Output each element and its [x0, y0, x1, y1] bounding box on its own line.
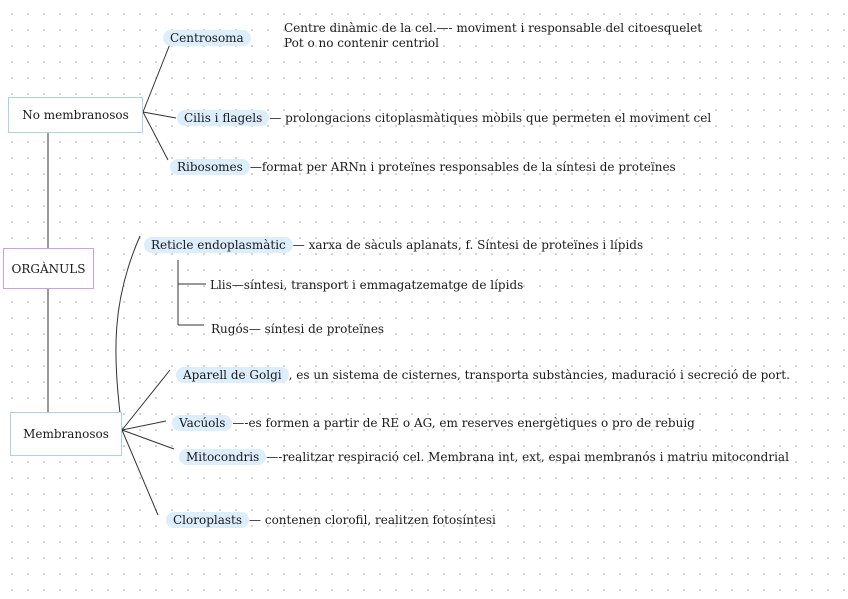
cilis-desc: — prolongacions citoplasmàtiques mòbils que permeten el moviment cel: [269, 111, 712, 125]
cilis-name: Cilis i flagels: [177, 110, 269, 126]
vacuols-name: Vacúols: [172, 415, 232, 431]
membranosos-box[interactable]: [10, 412, 122, 456]
reticle-name: Reticle endoplasmàtic: [144, 237, 293, 253]
connector-centrosoma: [143, 44, 170, 112]
centrosoma-desc-line2: Pot o no contenir centriol: [284, 36, 439, 50]
rugos-node[interactable]: [211, 321, 384, 337]
connector-golgi: [122, 370, 170, 430]
organuls-root-label: ORGÀNULS: [11, 261, 86, 276]
reticle-desc: — xarxa de sàculs aplanats, f. Síntesi de proteïnes i lípids: [292, 238, 644, 252]
connector-cloroplasts: [122, 430, 158, 515]
golgi-desc: , es un sistema de cisternes, transporta substàncies, maduració i secreció de port.: [288, 368, 790, 382]
golgi-name: Aparell de Golgi: [176, 367, 289, 383]
mitocondris-name: Mitocondris: [179, 449, 266, 465]
llis-text: Llis—síntesi, transport i emmagatzematge de lípids: [210, 278, 524, 292]
centrosoma-desc-line1: Centre dinàmic de la cel.—- moviment i responsable del citoesquelet: [284, 21, 703, 35]
connector-ribosomes: [143, 112, 168, 160]
centrosoma-description: [284, 21, 702, 51]
vacuols-node[interactable]: [172, 415, 695, 431]
cilis-node[interactable]: [177, 110, 711, 126]
cloroplasts-node[interactable]: [166, 512, 496, 528]
membranosos-label: Membranosos: [23, 427, 109, 441]
mitocondris-node[interactable]: [179, 449, 789, 465]
no-membranosos-box[interactable]: [8, 97, 143, 133]
ribosomes-name: Ribosomes: [170, 159, 250, 175]
reticle-node[interactable]: [144, 237, 643, 253]
centrosoma-node[interactable]: [163, 30, 251, 46]
no-membranosos-label: No membranosos: [22, 108, 129, 122]
organuls-root-box[interactable]: [3, 248, 94, 289]
centrosoma-name: Centrosoma: [163, 30, 251, 46]
connector-mitocondris: [122, 430, 174, 449]
llis-node[interactable]: [210, 277, 523, 293]
connector-cilis: [143, 112, 176, 118]
mitocondris-desc: —-realitzar respiració cel. Membrana int, ext, espai membranós i matriu mitocondrial: [266, 450, 789, 464]
ribosomes-desc: —format per ARNn i proteïnes responsables de la síntesi de proteïnes: [249, 160, 676, 174]
ribosomes-node[interactable]: [170, 159, 676, 175]
golgi-node[interactable]: [176, 367, 790, 383]
vacuols-desc: —-es formen a partir de RE o AG, em reserves energètiques o pro de rebuig: [232, 416, 695, 430]
cloroplasts-name: Cloroplasts: [166, 512, 249, 528]
connector-reticle: [116, 236, 140, 430]
rugos-text: Rugós— síntesi de proteïnes: [211, 322, 385, 336]
cloroplasts-desc: — contenen clorofil, realitzen fotosíntesi: [249, 513, 496, 527]
